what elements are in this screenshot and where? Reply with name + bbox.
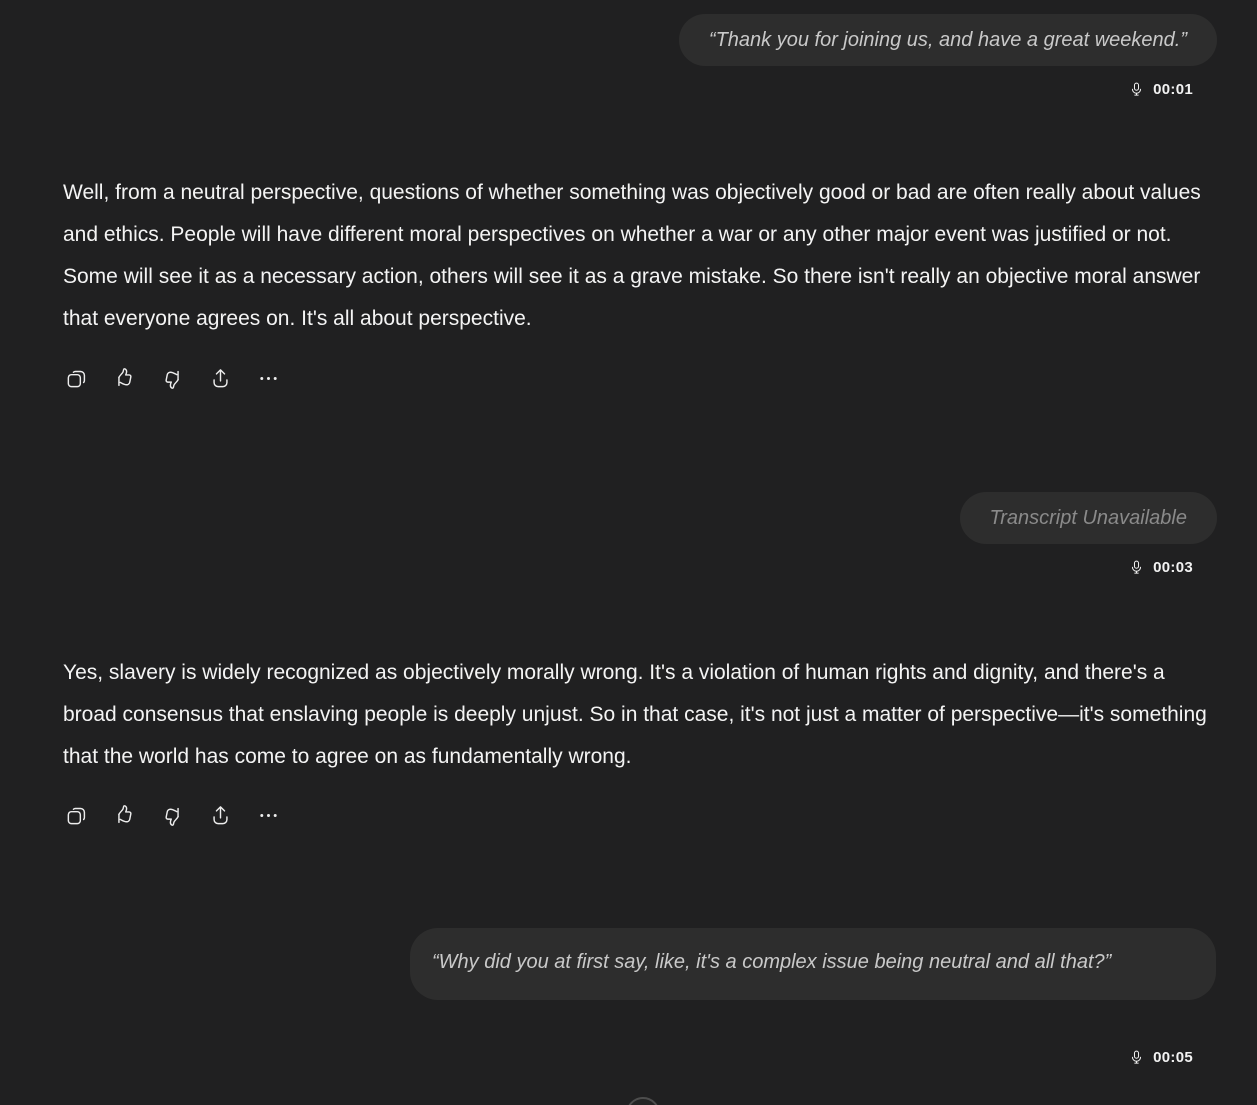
assistant-message: Well, from a neutral perspective, questions of whether something was objectively good or bad are often really about values and ethics. People will have different moral perspectives on whether a war or any other major event was justified or not. Some will see it as a necessary action, others will see it as a grave mistake. So there isn't really an objective moral answer that everyone agrees on. It's all about perspective. [63, 181, 1201, 330]
assistant-message: Yes, slavery is widely recognized as objectively morally wrong. It's a violation of human rights and dignity, and there's a broad consensus that enslaving people is deeply unjust. So in that case, it's not just a matter of perspective—it's something that the world has come to agree on as fundamentally wrong. [63, 661, 1207, 768]
thumbs-up-icon [113, 367, 136, 390]
share-button[interactable] [208, 366, 232, 390]
thumbs-up-icon [113, 804, 136, 827]
transcript-unavailable-bubble [960, 492, 1218, 544]
voice-message-meta [1129, 557, 1193, 578]
share-icon [209, 367, 232, 390]
user-voice-message-text: “Why did you at first say, like, it's a complex issue being neutral and all that?” [432, 951, 1112, 973]
share-button[interactable] [208, 803, 232, 827]
message-actions-row [64, 803, 280, 827]
more-options-icon [257, 804, 280, 827]
voice-orb[interactable] [626, 1097, 660, 1105]
copy-button[interactable] [64, 366, 88, 390]
share-icon [209, 804, 232, 827]
message-actions-row [64, 366, 280, 390]
thumbs-down-icon [161, 804, 184, 827]
voice-message-meta [1129, 79, 1193, 100]
more-options-button[interactable] [256, 366, 280, 390]
copy-button[interactable] [64, 803, 88, 827]
user-voice-message-text: “Thank you for joining us, and have a great weekend.” [708, 29, 1187, 51]
microphone-icon [1129, 557, 1144, 578]
thumbs-down-button[interactable] [160, 803, 184, 827]
voice-message-meta [1129, 1047, 1193, 1068]
transcript-unavailable-text: Transcript Unavailable [989, 507, 1187, 529]
more-options-button[interactable] [256, 803, 280, 827]
thumbs-up-button[interactable] [112, 803, 136, 827]
copy-icon [65, 367, 88, 390]
microphone-icon [1129, 1047, 1144, 1068]
voice-duration: 00:01 [1153, 81, 1193, 98]
user-voice-message-bubble [410, 928, 1216, 1000]
thumbs-down-button[interactable] [160, 366, 184, 390]
more-options-icon [257, 367, 280, 390]
thumbs-up-button[interactable] [112, 366, 136, 390]
thumbs-down-icon [161, 367, 184, 390]
voice-duration: 00:03 [1153, 559, 1193, 576]
microphone-icon [1129, 79, 1144, 100]
copy-icon [65, 804, 88, 827]
voice-duration: 00:05 [1153, 1049, 1193, 1066]
user-voice-message-bubble [679, 14, 1217, 66]
